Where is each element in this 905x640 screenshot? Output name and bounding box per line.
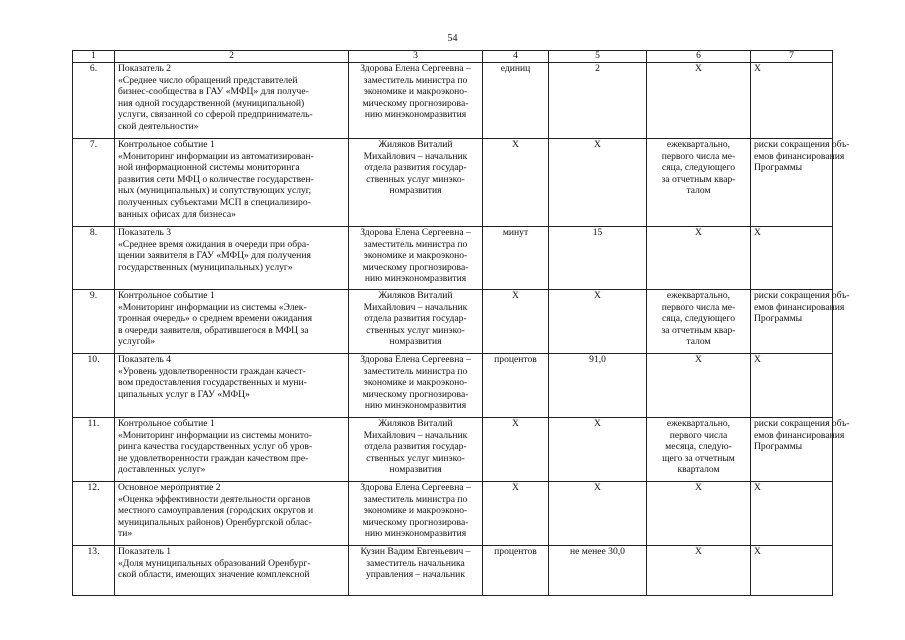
responsible-person-line: отдела развития государ- — [364, 313, 467, 325]
responsible-person — [349, 354, 483, 418]
row-number: 10. — [73, 354, 115, 418]
risk-cell-line: Программы — [754, 313, 803, 325]
row-number: 13. — [73, 546, 115, 596]
table-row — [73, 290, 833, 354]
responsible-person-line: Жиляков Виталий — [378, 418, 453, 429]
responsible-person — [349, 227, 483, 290]
period-cell — [647, 354, 751, 418]
responsible-person — [349, 546, 483, 596]
value-cell: Х — [549, 418, 647, 482]
unit-cell: Х — [483, 482, 549, 546]
item-name-line: щении заявителя в ГАУ «МФЦ» для получения — [118, 250, 311, 262]
responsible-person-line: Михайлович – начальник — [363, 301, 468, 313]
responsible-person-line: экономике и макроэконо- — [363, 250, 468, 262]
row-number: 7. — [73, 139, 115, 227]
responsible-person-line: Здорова Елена Сергеевна – — [360, 354, 471, 365]
unit-cell: Х — [483, 418, 549, 482]
item-name-line: ной информационной системы мониторинга — [118, 162, 300, 174]
period-cell-line: талом — [686, 336, 711, 348]
item-name-line: ципальных услуг в ГАУ «МФЦ» — [118, 388, 250, 400]
unit-cell: единиц — [483, 63, 549, 139]
responsible-person-line: заместитель министра по — [363, 238, 468, 250]
item-name — [115, 482, 349, 546]
item-name-line: ванных офисах для бизнеса» — [118, 208, 236, 220]
risk-cell-line: Х — [754, 482, 761, 493]
responsible-person-line: отдела развития государ- — [364, 441, 467, 453]
responsible-person-line: Здорова Елена Сергеевна – — [360, 482, 471, 493]
item-name — [115, 546, 349, 596]
responsible-person-line: заместитель министра по — [363, 493, 468, 505]
risk-cell — [751, 418, 850, 482]
risk-cell-line: Х — [754, 63, 761, 74]
period-cell-line: сяца, следующего — [661, 162, 736, 174]
item-name-line: доставленных услуг» — [118, 464, 206, 476]
item-name-line: Показатель 1 — [118, 546, 172, 557]
item-name-line: «Среднее время ожидания в очереди при обра- — [118, 238, 310, 250]
responsible-person — [349, 63, 483, 139]
period-cell-line: Х — [695, 546, 702, 557]
risk-cell — [751, 139, 850, 227]
item-name-line: услуги, связанной со сферой предприниматель- — [118, 109, 313, 121]
responsible-person-line: Михайлович – начальник — [363, 429, 468, 441]
item-name-line: вом предоставления государственных и муни- — [118, 377, 307, 389]
row-number: 6. — [73, 63, 115, 139]
item-name-line: Показатель 3 — [118, 227, 172, 238]
item-name — [115, 227, 349, 290]
value-cell: 15 — [549, 227, 647, 290]
item-name-line: ской области, имеющих значение комплексной — [118, 569, 310, 581]
risk-cell-line: Программы — [754, 441, 803, 453]
unit-cell: Х — [483, 290, 549, 354]
item-name-line: «Мониторинг информации из системы монито- — [118, 429, 312, 441]
value-cell: не менее 30,0 — [549, 546, 647, 596]
unit-cell: процентов — [483, 354, 549, 418]
item-name-line: Контрольное событие 1 — [118, 290, 215, 301]
responsible-person-line: мическому прогнозирова- — [362, 261, 469, 273]
period-cell-line: первого числа ме- — [661, 301, 736, 313]
column-header: 1 — [73, 51, 115, 63]
period-cell-line: ежеквартально, — [666, 418, 731, 429]
item-name-line: развития сети МФЦ о количестве государствен- — [118, 173, 314, 185]
column-header: 3 — [349, 51, 483, 63]
risk-cell-line: Х — [754, 546, 761, 557]
period-cell-line: сяца, следующего — [661, 313, 736, 325]
responsible-person-line: Михайлович – начальник — [363, 150, 468, 162]
row-number: 9. — [73, 290, 115, 354]
item-name-line: не удовлетворенности граждан качеством пре- — [118, 452, 309, 464]
risk-cell-line: риски сокращения объ- — [754, 139, 850, 150]
responsible-person — [349, 290, 483, 354]
row-number: 12. — [73, 482, 115, 546]
item-name-line: тронная очередь» о среднем времени ожидания — [118, 313, 313, 325]
item-name-line: местного самоуправления (городских округов и — [118, 505, 314, 517]
item-name-line: государственных (муниципальных) услуг» — [118, 261, 293, 273]
responsible-person-line: нию минэкономразвития — [364, 528, 467, 540]
item-name-line: «Доля муниципальных образований Оренбург- — [118, 557, 311, 569]
item-name-line: Показатель 2 — [118, 63, 172, 74]
period-cell — [647, 418, 751, 482]
responsible-person-line: мическому прогнозирова- — [362, 97, 469, 109]
period-cell-line: ежеквартально, — [666, 290, 731, 301]
table-row — [73, 482, 833, 546]
period-cell-line: кварталом — [677, 464, 720, 476]
value-cell: Х — [549, 139, 647, 227]
item-name-line: ти» — [118, 528, 133, 540]
column-header: 6 — [647, 51, 751, 63]
risk-cell-line: емов финансирования — [754, 150, 845, 162]
column-header: 7 — [751, 51, 833, 63]
responsible-person-line: нию минэкономразвития — [364, 109, 467, 121]
responsible-person-line: номразвития — [389, 336, 442, 348]
risk-cell — [751, 290, 850, 354]
risk-cell — [751, 354, 833, 418]
unit-cell: минут — [483, 227, 549, 290]
responsible-person-line: Кузин Вадим Евгеньевич – — [360, 546, 471, 557]
risk-cell — [751, 482, 833, 546]
responsible-person — [349, 418, 483, 482]
value-cell: Х — [549, 482, 647, 546]
row-number: 11. — [73, 418, 115, 482]
table-row — [73, 418, 833, 482]
responsible-person — [349, 482, 483, 546]
period-cell — [647, 63, 751, 139]
responsible-person-line: отдела развития государ- — [364, 162, 467, 174]
column-header: 4 — [483, 51, 549, 63]
period-cell-line: талом — [686, 185, 711, 197]
item-name-line: «Уровень удовлетворенности граждан качест- — [118, 365, 306, 377]
period-cell — [647, 482, 751, 546]
table-row — [73, 63, 833, 139]
responsible-person — [349, 139, 483, 227]
column-header: 5 — [549, 51, 647, 63]
item-name — [115, 63, 349, 139]
period-cell-line: Х — [695, 63, 702, 74]
responsible-person-line: Здорова Елена Сергеевна – — [360, 227, 471, 238]
risk-cell — [751, 63, 833, 139]
responsible-person-line: управления – начальник — [366, 569, 465, 581]
responsible-person-line: заместитель министра по — [363, 365, 468, 377]
row-number: 8. — [73, 227, 115, 290]
item-name-line: Основное мероприятие 2 — [118, 482, 221, 493]
period-cell-line: Х — [695, 482, 702, 493]
risk-cell-line: риски сокращения объ- — [754, 418, 850, 429]
program-table — [72, 50, 850, 596]
responsible-person-line: ственных услуг минэко- — [366, 324, 465, 336]
value-cell: 2 — [549, 63, 647, 139]
item-name-line: «Оценка эффективности деятельности органов — [118, 493, 311, 505]
item-name-line: Показатель 4 — [118, 354, 172, 365]
period-cell-line: Х — [695, 354, 702, 365]
period-cell-line: щего за отчетным — [662, 452, 735, 464]
table-body — [73, 63, 850, 596]
item-name-line: «Мониторинг информации из автоматизирован- — [118, 150, 314, 162]
responsible-person-line: ственных услуг минэко- — [366, 173, 465, 185]
item-name-line: ных (муниципальных) и сопутствующих услуг, — [118, 185, 312, 197]
risk-cell-line: емов финансирования — [754, 429, 845, 441]
responsible-person-line: мическому прогнозирова- — [362, 388, 469, 400]
responsible-person-line: Здорова Елена Сергеевна – — [360, 63, 471, 74]
item-name-line: муниципальных районов) Оренбургской облас- — [118, 516, 312, 528]
table-row — [73, 139, 833, 227]
responsible-person-line: мическому прогнозирова- — [362, 516, 469, 528]
period-cell-line: месяца, следую- — [665, 441, 732, 453]
responsible-person-line: Жиляков Виталий — [378, 139, 453, 150]
risk-cell-line: риски сокращения объ- — [754, 290, 850, 301]
period-cell — [647, 546, 751, 596]
responsible-person-line: заместитель министра по — [363, 74, 468, 86]
period-cell — [647, 227, 751, 290]
item-name — [115, 290, 349, 354]
responsible-person-line: экономике и макроэконо- — [363, 505, 468, 517]
responsible-person-line: номразвития — [389, 464, 442, 476]
item-name-line: ния одной государственной (муниципальной) — [118, 97, 305, 109]
table-row — [73, 227, 833, 290]
item-name — [115, 418, 349, 482]
item-name-line: Контрольное событие 1 — [118, 139, 215, 150]
item-name — [115, 139, 349, 227]
item-name-line: Контрольное событие 1 — [118, 418, 215, 429]
page-number: 54 — [447, 33, 458, 44]
responsible-person-line: Жиляков Виталий — [378, 290, 453, 301]
item-name-line: ской деятельности» — [118, 120, 199, 132]
responsible-person-line: нию минэкономразвития — [364, 400, 467, 412]
unit-cell: Х — [483, 139, 549, 227]
responsible-person-line: номразвития — [389, 185, 442, 197]
risk-cell-line: Программы — [754, 162, 803, 174]
item-name-line: полученных субъектами МСП в специализиро- — [118, 196, 311, 208]
responsible-person-line: экономике и макроэконо- — [363, 86, 468, 98]
table-row — [73, 354, 833, 418]
period-cell-line: Х — [695, 227, 702, 238]
value-cell: 91,0 — [549, 354, 647, 418]
period-cell — [647, 139, 751, 227]
period-cell-line: за отчетным квар- — [661, 324, 736, 336]
risk-cell — [751, 227, 833, 290]
item-name-line: «Среднее число обращений представителей — [118, 74, 298, 86]
value-cell: Х — [549, 290, 647, 354]
period-cell-line: ежеквартально, — [666, 139, 731, 150]
responsible-person-line: нию минэкономразвития — [364, 273, 467, 285]
period-cell-line: первого числа ме- — [661, 150, 736, 162]
risk-cell — [751, 546, 833, 596]
item-name-line: услугой» — [118, 336, 156, 348]
risk-cell-line: Х — [754, 354, 761, 365]
period-cell — [647, 290, 751, 354]
item-name-line: «Мониторинг информации из системы «Элек- — [118, 301, 307, 313]
item-name-line: бизнес-сообщества в ГАУ «МФЦ» для получе- — [118, 86, 309, 98]
column-number-row — [73, 51, 833, 63]
responsible-person-line: ственных услуг минэко- — [366, 452, 465, 464]
table-row — [73, 546, 833, 596]
responsible-person-line: экономике и макроэконо- — [363, 377, 468, 389]
item-name-line: ринга качества государственных услуг об уров- — [118, 441, 313, 453]
item-name — [115, 354, 349, 418]
responsible-person-line: заместитель начальника — [366, 557, 465, 569]
column-header: 2 — [115, 51, 349, 63]
item-name-line: в очереди заявителя, обратившегося в МФЦ за — [118, 324, 309, 336]
period-cell-line: за отчетным квар- — [661, 173, 736, 185]
period-cell-line: первого числа — [669, 429, 728, 441]
risk-cell-line: Х — [754, 227, 761, 238]
unit-cell: процентов — [483, 546, 549, 596]
risk-cell-line: емов финансирования — [754, 301, 845, 313]
